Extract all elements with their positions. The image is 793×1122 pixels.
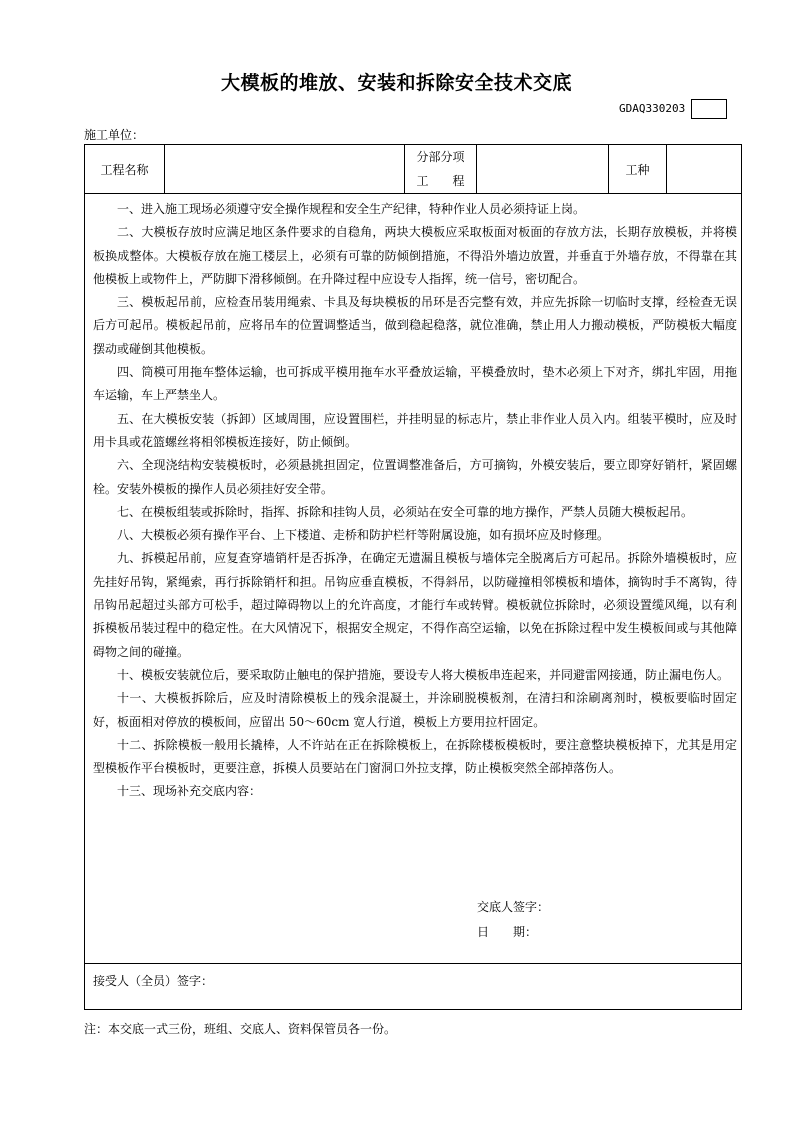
footer-note: 注：本交底一式三份，班组、交底人、资料保管员各一份。 — [84, 1022, 397, 1036]
item-11: 十一、大模板拆除后，应及时清除模板上的残余混凝土，并涂刷脱模板剂，在清扫和涂刷离剂时，模板要临时固定好，板面相对停放的模板间，应留出 50～60cm 宽人行道，模板上方要用拉杆固定。 — [93, 691, 737, 729]
header-divider — [85, 193, 741, 194]
construction-unit-label: 施工单位： — [84, 128, 145, 142]
signature-block — [477, 895, 549, 945]
trade-label: 工种 — [609, 145, 667, 193]
subitem-label-line2: 工 程 — [416, 174, 465, 188]
item-2: 二、大模板存放时应满足地区条件要求的自稳角，两块大模板应采取板面对板面的存放方法，长期存放模板，并将模板换成整体。大模板存放在施工楼层上，必须有可靠的防倾倒措施，不得沿外墙边放置，并垂直于外墙存放，不得靠在其他模板上或物件上，严防脚下滑移倾倒。在升降过程中应设专人指挥，统一信号，密切配合。 — [93, 225, 737, 286]
document-code: GDAQ330203 — [619, 102, 686, 115]
disclosure-content — [93, 198, 737, 804]
item-7: 七、在模板组装或拆除时，指挥、拆除和挂钩人员，必须站在安全可靠的地方操作，严禁人员随大模板起吊。 — [117, 504, 694, 519]
item-9: 九、拆模起吊前，应复查穿墙销杆是否拆净，在确定无遗漏且模板与墙体完全脱离后方可起吊。拆除外墙模板时，应先挂好吊钩，紧绳索，再行拆除销杆和担。吊钩应垂直模板，不得斜吊，以防碰撞相邻模板和墙体，摘钩时手不离钩，待吊钩吊起超过头部方可松手，超过障碍物以上的允许高度，才能行车或转臂。模板就位拆除时，必须设置缆风绳，以有利拆模板吊装过程中的稳定性。在大风情况下，根据安全规定，不得作高空运输，以免在拆除过程中发生模板间或与其他障碍物之间的碰撞。 — [93, 551, 737, 659]
item-12: 十二、拆除模板一般用长撬棒，人不许站在正在拆除模板上，在拆除楼板模板时，要注意整块模板掉下，尤其是用定型模板作平台模板时，更要注意，拆模人员要站在门窗洞口外拉支撑，防止模板突然全部掉落伤人。 — [93, 737, 737, 776]
trade-value[interactable] — [667, 145, 741, 193]
document-title: 大模板的堆放、安装和拆除安全技术交底 — [220, 72, 572, 94]
item-6: 六、全现浇结构安装模板时，必须悬挑担固定，位置调整准备后，方可摘钩，外模安装后，要立即穿好销杆，紧固螺栓。安装外模板的操作人员必须挂好安全带。 — [93, 458, 737, 496]
project-name-value[interactable] — [165, 145, 405, 193]
discloser-signature-label: 交底人签字： — [477, 900, 550, 914]
subitem-value[interactable] — [477, 145, 609, 193]
receiver-signature-label: 接受人（全员）签字： — [93, 974, 214, 988]
receiver-divider — [85, 963, 741, 964]
disclosure-table — [84, 144, 742, 1010]
document-code-box — [691, 99, 727, 119]
item-8: 八、大模板必须有操作平台、上下楼道、走桥和防护栏杆等附属设施，如有损坏应及时修理。 — [117, 528, 610, 543]
item-3: 三、模板起吊前，应检查吊装用绳索、卡具及每块模板的吊环是否完整有效，并应先拆除一切临时支撑，经检查无误后方可起吊。模板起吊前，应将吊车的位置调整适当，做到稳起稳落，就位准确，禁止用人力搬动模板，严防模板大幅度摆动或碰倒其他模板。 — [93, 295, 737, 356]
subitem-label-cell — [405, 145, 477, 193]
subitem-label-line1: 分部分项 — [416, 150, 465, 164]
item-13: 十三、现场补充交底内容： — [117, 784, 262, 799]
project-name-label: 工程名称 — [85, 145, 165, 193]
date-label: 日 期： — [477, 925, 538, 939]
item-4: 四、筒模可用拖车整体运输，也可拆成平模用拖车水平叠放运输，平模叠放时，垫木必须上下对齐，绑扎牢固，用拖车运输，车上严禁坐人。 — [93, 365, 737, 403]
item-1: 一、进入施工现场必须遵守安全操作规程和安全生产纪律，特种作业人员必须持证上岗。 — [117, 202, 586, 216]
item-5: 五、在大模板安装（拆卸）区域周围，应设置围栏，并挂明显的标志片，禁止非作业人员入内。组装平模时，应及时用卡具或花篮螺丝将相邻模板连接好，防止倾倒。 — [93, 411, 737, 449]
item-10: 十、模板安装就位后，要采取防止触电的保护措施，要设专人将大模板串连起来，并同避雷网接通，防止漏电伤人。 — [117, 667, 730, 682]
